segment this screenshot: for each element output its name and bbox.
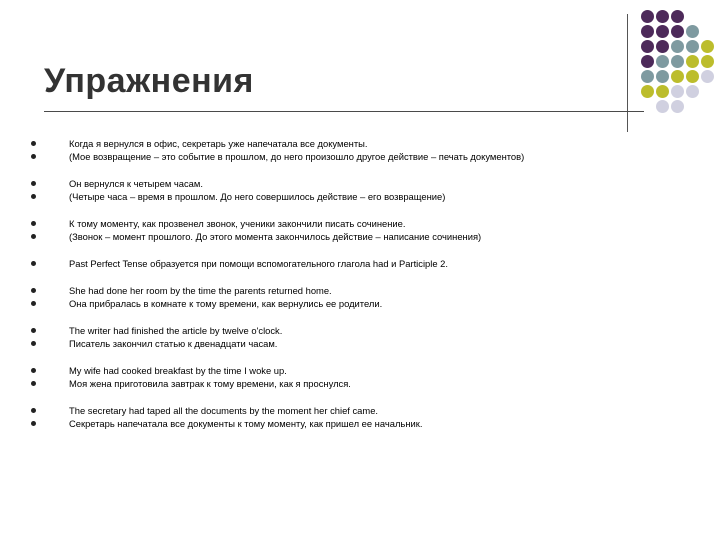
list-item-text: Она прибралась в комнате к тому времени, как вернулись ее родители. (69, 298, 383, 309)
dot-icon (641, 70, 654, 83)
dot-icon (686, 85, 699, 98)
bullet-icon (31, 194, 36, 199)
list-item (30, 257, 670, 270)
bullet-icon (31, 381, 36, 386)
bullet-icon (31, 261, 36, 266)
bullet-icon (31, 341, 36, 346)
list-item (30, 337, 670, 350)
bullet-icon (31, 301, 36, 306)
list-item-text: Секретарь напечатала все документы к тому моменту, как пришел ее начальник. (69, 418, 423, 429)
title-underline (44, 111, 644, 112)
dot-icon (656, 25, 669, 38)
list-group (30, 324, 670, 350)
bullet-icon (31, 141, 36, 146)
dot-icon (641, 25, 654, 38)
dot-icon (671, 40, 684, 53)
list-item (30, 377, 670, 390)
list-item (30, 137, 670, 150)
dot-icon (641, 40, 654, 53)
dot-icon (686, 55, 699, 68)
list-item (30, 297, 670, 310)
dot-icon (686, 25, 699, 38)
decorative-dot-grid (640, 10, 720, 120)
bullet-icon (31, 328, 36, 333)
list-item-text: The writer had finished the article by twelve o'clock. (69, 325, 283, 336)
vertical-divider (627, 14, 628, 132)
bullet-icon (31, 181, 36, 186)
dot-icon (671, 70, 684, 83)
list-item-text: (Звонок – момент прошлого. До этого момента закончилось действие – написание сочинения) (69, 231, 482, 242)
list-group (30, 284, 670, 310)
list-item-text: Моя жена приготовила завтрак к тому времени, как я проснулся. (69, 378, 351, 389)
list-item (30, 404, 670, 417)
list-group (30, 364, 670, 390)
list-item (30, 217, 670, 230)
list-item (30, 190, 670, 203)
dot-icon (701, 55, 714, 68)
list-group (30, 217, 670, 243)
list-item-text: The secretary had taped all the documents by the moment her chief came. (69, 405, 379, 416)
dot-icon (671, 85, 684, 98)
dot-icon (641, 10, 654, 23)
list-group (30, 177, 670, 203)
dot-icon (641, 55, 654, 68)
dot-icon (701, 70, 714, 83)
bullet-list (30, 137, 670, 430)
slide-title: Упражнения (44, 62, 254, 100)
bullet-icon (31, 234, 36, 239)
bullet-icon (31, 154, 36, 159)
list-item-text: (Четыре часа – время в прошлом. До него совершилось действие – его возвращение) (69, 191, 446, 202)
list-item-text: Писатель закончил статью к двенадцати часам. (69, 338, 278, 349)
list-item-text: Past Perfect Tense образуется при помощи вспомогательного глагола had и Participle 2. (69, 258, 448, 269)
list-item (30, 150, 670, 163)
bullet-icon (31, 421, 36, 426)
dot-icon (671, 55, 684, 68)
bullet-icon (31, 408, 36, 413)
dot-icon (656, 55, 669, 68)
bullet-icon (31, 221, 36, 226)
dot-icon (656, 40, 669, 53)
dot-icon (656, 85, 669, 98)
list-item (30, 324, 670, 337)
list-item-text: My wife had cooked breakfast by the time I woke up. (69, 365, 287, 376)
list-item (30, 364, 670, 377)
dot-icon (671, 25, 684, 38)
list-item-text: К тому моменту, как прозвенел звонок, ученики закончили писать сочинение. (69, 218, 406, 229)
list-item-text: (Мое возвращение – это событие в прошлом, до него произошло другое действие – печать документов) (69, 151, 525, 162)
list-group (30, 257, 670, 270)
list-item (30, 177, 670, 190)
list-item-text: She had done her room by the time the parents returned home. (69, 285, 332, 296)
dot-icon (656, 70, 669, 83)
dot-icon (686, 40, 699, 53)
list-item (30, 230, 670, 243)
list-group (30, 137, 670, 163)
bullet-icon (31, 288, 36, 293)
list-item-text: Он вернулся к четырем часам. (69, 178, 203, 189)
dot-icon (701, 40, 714, 53)
list-item (30, 284, 670, 297)
dot-icon (656, 10, 669, 23)
dot-icon (671, 100, 684, 113)
list-item (30, 417, 670, 430)
dot-icon (656, 100, 669, 113)
dot-icon (641, 85, 654, 98)
list-group (30, 404, 670, 430)
list-item-text: Когда я вернулся в офис, секретарь уже напечатала все документы. (69, 138, 368, 149)
dot-icon (686, 70, 699, 83)
bullet-icon (31, 368, 36, 373)
dot-icon (671, 10, 684, 23)
